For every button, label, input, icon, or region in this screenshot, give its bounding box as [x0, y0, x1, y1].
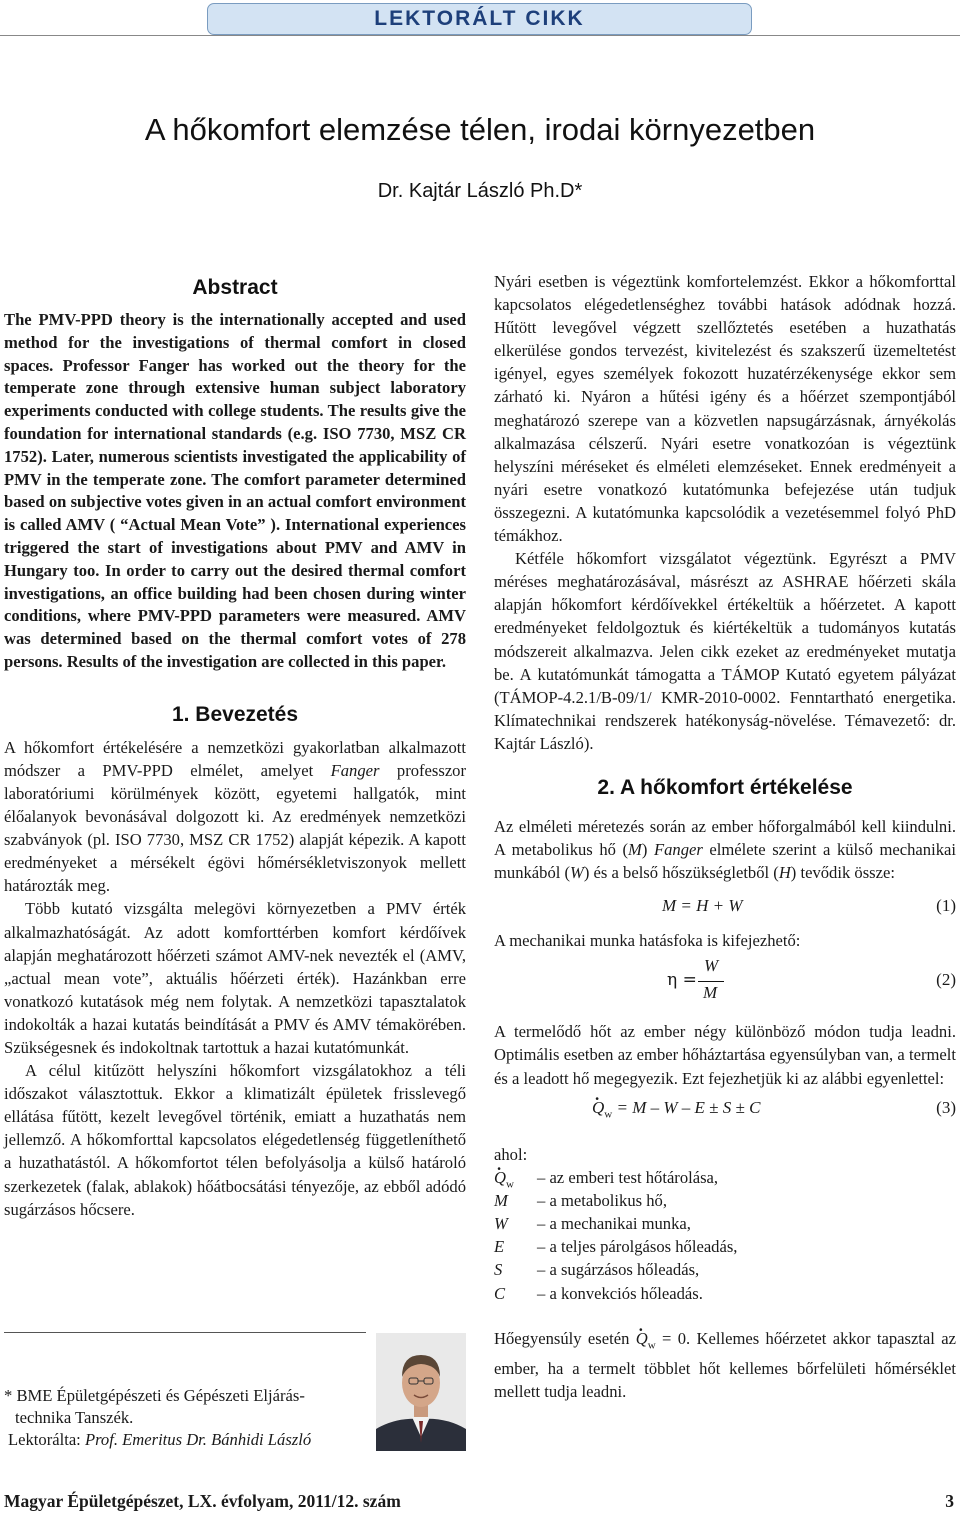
- fraction-bar: [698, 981, 724, 982]
- definition-row: M – a metabolikus hő,: [494, 1190, 667, 1210]
- page-number: 3: [945, 1491, 954, 1511]
- equation-3-number: (3): [936, 1097, 956, 1117]
- section1-paragraph1: A hőkomfort értékelésére a nemzetközi gyakorlatban alkalmazott módszer a PMV-PPD elmélet, amelyet Fanger professzor laboratóriumi körülmények között, egyetemi hallgatók, mint élőalanyok bevonásával dolgozott ki. Az eredmények nemzetközi szabványok (pl. ISO 7730, MSZ CR 1752) alapját képezik. A kapott eredményeket a mérsékelt égövi hőmérsékletviszonyok mellett határozták meg.: [4, 737, 467, 896]
- summer-paragraph: Nyári esetben is végeztünk komfortelemzést. Ekkor a hőkomforttal kapcsolatos elégedetlenséghez további hatások adódnak hozzá. Hűtött levegővel végzett szellőztetés esetében a huzathatás elkerülése gondos tervezést, kivitelezést és szakszerű üzemeltetést igényel, egyes személyek fokozott huzatérzékenysége ekkor sem zárható ki. Nyáron a hűtési igény és a hőérzet szempontjából meghatározó szerepe van a közvetlen napsugárzásnak, árnyékolás alkalmazása célszerű. Nyári esetre vonatkozóan is végeztünk helyszíni méréseket és elméleti elemzéseket. Ennek eredményeit a nyári esetre vonatkozó kutatómunka befejezése után tudjuk összegezni. A kutatómunka kapcsolódik a vezetésemmel folyó PhD témákhoz.: [494, 272, 956, 546]
- header-rule: [0, 35, 960, 36]
- section1-paragraph3: A célul kitűzött helyszíni hőkomfort vizsgálatokhoz a téli időszakot választottuk. Ekkor a klimatizált épületek frisslevegő ellátása fűtött, kezelt levegővel történik, emiatt a huzathatás nem jellemző. A hőkomforttal kapcsolatos elégedetlenség függetleníthető a huzathatástól. A hőkomfortot télen befolyásolja a külső határoló szerkezetek (falak, ablakok) hőátbocsátási tényezője, az ebből adódó sugárzásos hőcsere.: [4, 1061, 466, 1219]
- q-dot-symbol: . $Q_w$: [592, 1094, 612, 1128]
- right-column: [494, 270, 956, 1403]
- definition-row: E – a teljes párolgásos hőleadás,: [494, 1237, 738, 1257]
- left-column: [4, 275, 466, 1221]
- where-label: ahol:: [494, 1144, 528, 1164]
- mechanical-work-text: A mechanikai munka hatásfoka is kifejezhető:: [494, 931, 801, 951]
- journal-footer: Magyar Épületgépészet, LX. évfolyam, 2011/12. szám: [4, 1491, 401, 1511]
- author-photo: [376, 1333, 466, 1451]
- footnote-line1: * BME Épületgépészeti és Gépészeti Eljárás-: [4, 1386, 305, 1405]
- equation-2-number: (2): [936, 970, 956, 990]
- definition-row: W – a mechanikai munka,: [494, 1214, 691, 1234]
- abstract-heading: Abstract: [192, 276, 278, 299]
- equilibrium-paragraph: Hőegyensúly esetén . $Q_w = 0$. Kellemes hőérzetet akkor tapasztal az ember, ha a termelt többlet hőt kellemes bőrfelületi hőmérséklet mellett tudja leadni.: [494, 1327, 956, 1404]
- footnote-line2: technika Tanszék.: [15, 1408, 134, 1427]
- section1-paragraph2: Több kutató vizsgálta melegövi környezetben a PMV érték alkalmazhatóságát. Az adott komforttérben komfort kérdőívek alapján meghatározott hőérzeti számot AMV-nek nevezték el (AMV, „actual mean vote”, aktuális hőérzeti érték). Hazánkban erre vonatkozó kutatások még nem folytak. A nemzetközi tapasztalatok indokolták a hazai kutatás beindítását a PMV és AMV témakörében. Szükségesnek és indokoltnak tartottuk a hazai kutatómunkát.: [4, 899, 466, 1057]
- footnote-rule: [4, 1332, 366, 1333]
- section-banner: LEKTORÁLT CIKK: [207, 3, 752, 35]
- section2-heading: 2. A hőkomfort értékelése: [597, 775, 853, 799]
- author-footnote: [4, 1385, 366, 1451]
- equation-3: . $Q_w = M - W - E \pm S \pm C$ (3): [494, 1094, 956, 1121]
- definition-row: C – a konvekciós hőleadás.: [494, 1283, 703, 1303]
- section2-paragraph: Az elméleti méretezés során az ember hőforgalmából kell kiindulni. A metabolikus hő (M) Fanger elmélete szerint a külső mechanikai munkából (W) és a belső hőszükségletből (H) tevődik össze:: [494, 816, 956, 883]
- definition-row: S – a sugárzásos hőleadás,: [494, 1260, 700, 1280]
- article-title: A hőkomfort elemzése télen, irodai környezetben: [144, 112, 816, 147]
- equation-1: M = H + W (1): [494, 892, 956, 919]
- equation-1-number: (1): [936, 896, 956, 916]
- section1-heading: 1. Bevezetés: [171, 702, 299, 726]
- article-author: Dr. Kajtár László Ph.D*: [377, 180, 583, 202]
- equation-2: η = W M (2): [667, 956, 956, 1003]
- symbol-definitions: [494, 1166, 956, 1305]
- methods-paragraph: Kétféle hőkomfort vizsgálatot végeztünk. Egyrészt a PMV méréses meghatározásával, másrészt az ASHRAE hőérzeti skála alapján hőkomfort kérdőívekkel értékeltük a hőérzetet. A kapott eredményeket feldolgoztuk és kiértékeltük a tudományos kutatás módszereit alkalmazva. Jelen cikk ezeket az eredményeket mutatja be. A kutatómunkát támogatta a TÁMOP Kutató egyetem pályázat (TÁMOP-4.2.1/B-09/1/ KMR-2010-0002. Fenntartható energetika. Klímatechnikai rendszerek hatékonyság-növelése. Témavezető: dr. Kajtár László).: [494, 549, 956, 753]
- abstract-text: The PMV-PPD theory is the internationally accepted and used method for the investigations of thermal comfort in closed spaces. Professor Fanger has worked out the theory for the temperate zone through extensive human subject laboratory experiments conducted with college students. The results give the foundation for international standards (e.g. ISO 7730, MSZ CR 1752). Later, numerous scientists investigated the applicability of PMV in the temperate zone. The comfort parameter determined based on subjective votes given in an actual comfort environment is called AMV ( “Actual Mean Vote” ). International experiences triggered the start of investigations about PMV and AMV in Hungary too. In order to carry out the desired thermal comfort investigations, an office building had been chosen during winter conditions, where PMV-PPD parameters were measured. AMV was determined based on the thermal comfort votes of 278 persons. Results of the investigation are collected in this paper.: [4, 310, 466, 671]
- footnote-line3: Lektorálta: Prof. Emeritus Dr. Bánhidi László: [8, 1430, 312, 1449]
- definition-row: . $Q_w$ – az emberi test hőtárolása,: [494, 1166, 956, 1189]
- heat-balance-text: A termelődő hőt az ember négy különböző módon tudja leadni. Optimális esetben az ember hőháztartása egyensúlyban van, a termelt és a leadott hő megegyezik. Ezt fejezhetjük ki az alábbi egyenlettel:: [494, 1022, 956, 1088]
